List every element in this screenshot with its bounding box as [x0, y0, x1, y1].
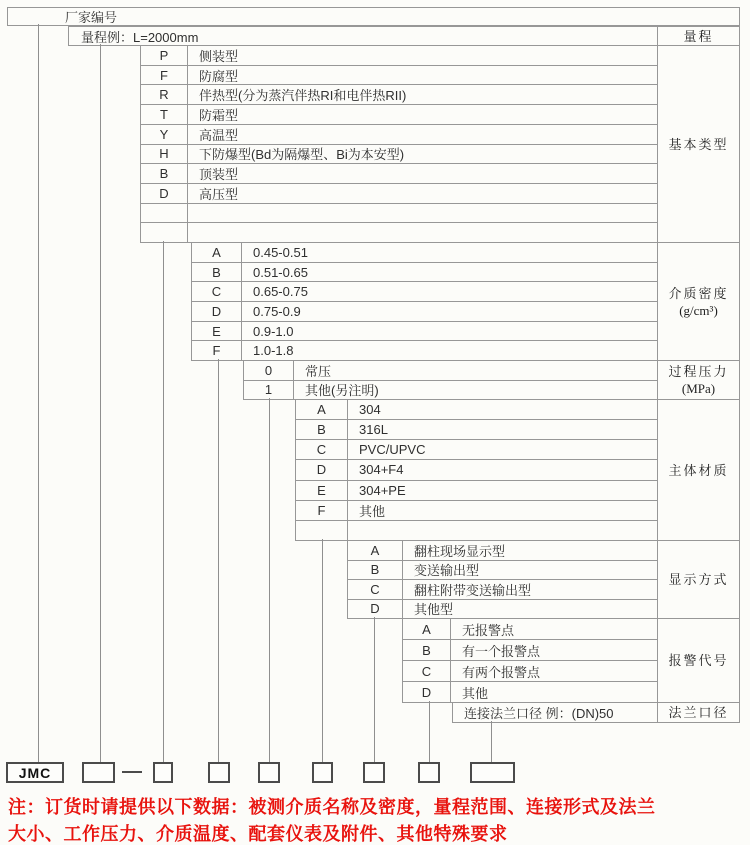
code-cell [141, 223, 188, 242]
desc-cell: 防霜型 [199, 107, 239, 123]
table-row [296, 481, 657, 501]
dash-separator [122, 771, 142, 773]
code-cell: B [141, 164, 188, 183]
code-cell: C [348, 580, 403, 599]
desc-cell: 常压 [305, 363, 332, 379]
code-cell: D [296, 460, 348, 479]
code-cell: B [192, 263, 242, 282]
table-row [141, 164, 657, 184]
order-box-density [208, 762, 230, 783]
table-row [192, 282, 657, 302]
code-cell: D [192, 302, 242, 321]
code-cell: E [192, 322, 242, 341]
desc-cell: 0.65-0.75 [253, 284, 308, 300]
section-label-alarm: 报警代号 [657, 619, 739, 702]
code-cell: H [141, 145, 188, 164]
section-label-flange: 法兰口径 [657, 703, 739, 722]
section-alarm [402, 618, 740, 703]
desc-cell: 其他 [462, 685, 489, 701]
code-cell: C [296, 440, 348, 459]
order-box-display [363, 762, 385, 783]
code-cell: A [403, 619, 451, 639]
code-cell: F [192, 341, 242, 360]
order-box-pressure [258, 762, 280, 783]
section-display [347, 540, 740, 619]
table-row [244, 381, 657, 400]
desc-cell: 变送输出型 [414, 563, 480, 579]
desc-cell: 其他(另注明) [305, 383, 379, 399]
desc-cell [188, 204, 657, 223]
section-label-basic-type: 基本类型 [657, 46, 739, 242]
code-cell: B [403, 640, 451, 660]
desc-cell: 翻柱现场显示型 [414, 543, 506, 559]
code-cell [141, 204, 188, 223]
section-label-density: 介质密度 (g/cm³) [657, 243, 739, 360]
order-box-flange [470, 762, 515, 783]
table-row-empty [141, 204, 657, 224]
section-flange [452, 702, 740, 723]
order-note-line2: 大小、工作压力、介质温度、配套仪表及附件、其他特殊要求 [8, 824, 508, 844]
table-row [192, 302, 657, 322]
code-cell: T [141, 105, 188, 124]
table-row [141, 184, 657, 204]
table-row [192, 341, 657, 360]
desc-cell: 1.0-1.8 [253, 343, 294, 359]
code-cell: D [141, 184, 188, 203]
connector-line-basic-type [163, 241, 164, 763]
table-row [403, 640, 657, 661]
section-label-pressure: 过程压力 (MPa) [657, 361, 739, 399]
code-cell: Y [141, 125, 188, 144]
code-cell: 0 [244, 361, 294, 380]
table-row [141, 85, 657, 105]
flange-example-text: 连接法兰口径 例：(DN)50 [464, 706, 614, 721]
table-row [141, 125, 657, 145]
desc-cell: 其他型 [414, 602, 454, 618]
desc-cell: 其他 [359, 503, 386, 519]
table-row [141, 145, 657, 165]
section-range [68, 26, 740, 46]
table-row-empty [141, 223, 657, 242]
desc-cell: 0.9-1.0 [253, 323, 294, 339]
section-label-material: 主体材质 [657, 400, 739, 540]
code-cell: A [296, 400, 348, 419]
connector-line-material [322, 539, 323, 763]
table-row [403, 619, 657, 640]
desc-cell: 0.51-0.65 [253, 264, 308, 280]
table-row [348, 580, 657, 600]
desc-cell [348, 521, 657, 540]
desc-cell: PVC/UPVC [359, 442, 426, 458]
code-cell: C [403, 661, 451, 681]
connector-line-manufacturer [38, 24, 39, 763]
order-box-alarm [418, 762, 440, 783]
code-cell: A [348, 541, 403, 560]
desc-cell [188, 223, 657, 242]
connector-line-pressure [269, 398, 270, 763]
section-basic-type [140, 45, 740, 243]
section-label-display: 显示方式 [657, 541, 739, 618]
code-cell: F [296, 501, 348, 520]
table-row-empty [296, 521, 657, 540]
code-cell: E [296, 481, 348, 500]
table-row [69, 27, 657, 45]
connector-line-density [218, 359, 219, 763]
table-row [192, 263, 657, 283]
table-row [453, 703, 657, 722]
code-cell: B [348, 561, 403, 580]
order-note-line1: 注：订货时请提供以下数据：被测介质名称及密度，量程范围、连接形式及法兰 [8, 797, 656, 817]
code-cell: D [348, 600, 403, 619]
desc-cell: 0.45-0.51 [253, 244, 308, 260]
table-row [403, 682, 657, 702]
connector-line-range [100, 44, 101, 763]
table-row [141, 105, 657, 125]
code-cell: F [141, 66, 188, 85]
table-row [296, 501, 657, 521]
table-row [296, 400, 657, 420]
code-cell: B [296, 420, 348, 439]
section-density [191, 242, 740, 361]
table-row [141, 66, 657, 86]
table-row [296, 420, 657, 440]
order-note [8, 794, 750, 845]
order-box-basic-type [153, 762, 173, 783]
code-cell: C [192, 282, 242, 301]
desc-cell: 304+PE [359, 482, 406, 498]
section-label-range: 量程 [657, 27, 739, 45]
connector-line-flange [491, 721, 492, 763]
desc-cell: 高压型 [199, 186, 239, 202]
desc-cell: 304 [359, 402, 381, 418]
table-row [192, 322, 657, 342]
section-pressure [243, 360, 740, 400]
desc-cell: 304+F4 [359, 462, 404, 478]
code-cell: P [141, 46, 188, 65]
table-row [141, 46, 657, 66]
table-row [348, 561, 657, 581]
desc-cell: 无报警点 [462, 622, 515, 638]
code-cell: R [141, 85, 188, 104]
table-row [348, 541, 657, 561]
desc-cell: 有一个报警点 [462, 643, 541, 659]
connector-line-display [374, 617, 375, 763]
code-cell: A [192, 243, 242, 262]
range-example-text: 量程例：L=2000mm [81, 29, 199, 45]
desc-cell: 防腐型 [199, 68, 239, 84]
manufacturer-number-box [7, 7, 740, 26]
desc-cell: 有两个报警点 [462, 664, 541, 680]
order-box-material [312, 762, 333, 783]
code-cell: 1 [244, 381, 294, 400]
desc-cell: 伴热型(分为蒸汽伴热RI和电伴热RII) [199, 88, 407, 104]
manufacturer-number-label: 厂家编号 [65, 10, 118, 25]
table-row [244, 361, 657, 381]
desc-cell: 316L [359, 422, 388, 438]
desc-cell: 0.75-0.9 [253, 303, 301, 319]
table-row [192, 243, 657, 263]
desc-cell: 顶装型 [199, 167, 239, 183]
code-cell [296, 521, 348, 540]
table-row [348, 600, 657, 619]
desc-cell: 侧装型 [199, 48, 239, 64]
table-row [296, 440, 657, 460]
table-row [403, 661, 657, 682]
code-cell: D [403, 682, 451, 702]
section-material [295, 399, 740, 541]
model-prefix-box: JMC [6, 762, 64, 783]
order-box-range [82, 762, 115, 783]
connector-line-alarm [429, 701, 430, 763]
desc-cell: 高温型 [199, 127, 239, 143]
table-row [296, 460, 657, 480]
desc-cell: 翻柱附带变送输出型 [414, 582, 532, 598]
desc-cell: 下防爆型(Bd为隔爆型、Bi为本安型) [199, 147, 405, 163]
